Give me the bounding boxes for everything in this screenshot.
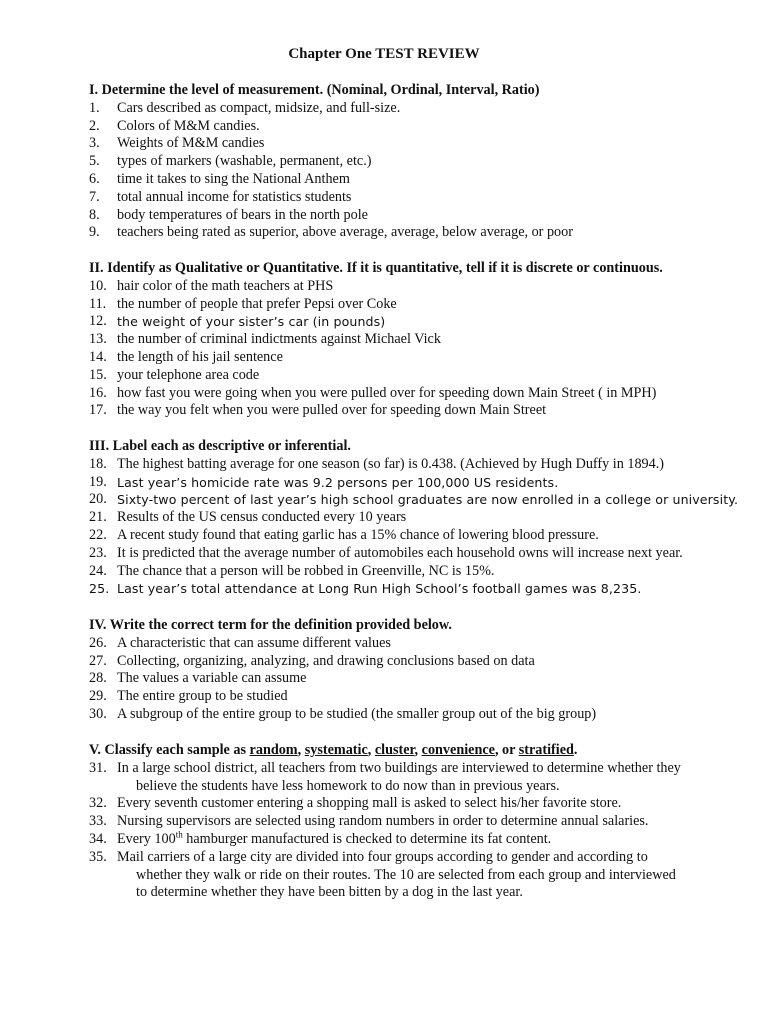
list-item: [89, 456, 728, 474]
item-text: Weights of M&M candies: [117, 135, 265, 152]
item-text: your telephone area code: [117, 366, 260, 383]
item-text: time it takes to sing the National Anthem: [117, 170, 350, 187]
item-text: The highest batting average for one season (so far) is 0.438. (Achieved by Hugh Duffy in 1894.): [117, 455, 664, 472]
item-text-pre: Every 100: [117, 830, 176, 847]
list-item: [89, 313, 728, 331]
item-text: [117, 831, 728, 849]
item-text: A subgroup of the entire group to be studied (the smaller group out of the big group): [117, 705, 597, 722]
list-item: [89, 580, 728, 598]
list-item: [89, 402, 728, 420]
list-item: [89, 706, 728, 724]
list-item: [89, 349, 728, 367]
item-text: how fast you were going when you were pulled over for speeding down Main Street ( in MPH): [117, 384, 657, 401]
heading-separator: ,: [367, 742, 375, 758]
list-item: [89, 813, 728, 831]
heading-end: .: [573, 742, 578, 758]
section-3-heading: III. Label each as descriptive or inferential.: [89, 438, 351, 454]
item-text: The entire group to be studied: [117, 688, 288, 705]
item-number: 22.: [89, 526, 107, 543]
item-number: 11.: [89, 295, 107, 312]
item-text: the number of people that prefer Pepsi over Coke: [117, 295, 397, 312]
item-text: Nursing supervisors are selected using random numbers in order to determine annual salaries.: [117, 813, 649, 830]
item-text: Last year’s homicide rate was 9.2 persons per 100,000 US residents.: [117, 474, 559, 490]
list-item: [89, 207, 728, 225]
item-number: 34.: [89, 830, 107, 847]
item-text: In a large school district, all teachers from two buildings are interviewed to determine whether they: [117, 759, 681, 776]
heading-separator: ,: [414, 742, 422, 758]
item-number: 5.: [89, 153, 100, 170]
item-continuation: whether they walk or ride on their routes. The 10 are selected from each group and interviewed: [136, 866, 676, 883]
item-text: A recent study found that eating garlic has a 15% chance of lowering blood pressure.: [117, 526, 599, 543]
item-number: 31.: [89, 759, 107, 776]
list-item: [89, 563, 728, 581]
item-number: 3.: [89, 135, 100, 152]
item-number: 18.: [89, 455, 107, 472]
list-item: [89, 367, 728, 385]
heading-separator: , or: [494, 742, 519, 758]
item-number: 25.: [89, 581, 110, 597]
item-text: Every seventh customer entering a shopping mall is asked to select his/her favorite store.: [117, 795, 622, 812]
list-item: [89, 278, 728, 296]
list-item: [89, 385, 728, 403]
item-text: Colors of M&M candies.: [117, 117, 260, 134]
section-1: [89, 82, 728, 242]
list-item: [89, 296, 728, 314]
term-cluster: cluster: [374, 742, 415, 758]
item-number: 33.: [89, 813, 107, 830]
item-number: 7.: [89, 188, 100, 205]
item-number: 30.: [89, 705, 107, 722]
item-number: 28.: [89, 670, 107, 687]
term-convenience: convenience: [421, 742, 495, 758]
item-text: The chance that a person will be robbed in Greenville, NC is 15%.: [117, 562, 495, 579]
heading-separator: ,: [297, 742, 305, 758]
heading-prefix: V. Classify each sample as: [89, 742, 250, 758]
page-title: Chapter One TEST REVIEW: [288, 46, 480, 62]
item-number: 32.: [89, 795, 107, 812]
item-text: A characteristic that can assume different values: [117, 634, 391, 651]
list-item: [89, 653, 728, 671]
item-text: It is predicted that the average number of automobiles each household owns will increase next year.: [117, 544, 683, 561]
list-item: [89, 670, 728, 688]
list-item: [89, 760, 728, 778]
item-number: 24.: [89, 562, 107, 579]
item-number: 20.: [89, 491, 107, 508]
item-text: the number of criminal indictments against Michael Vick: [117, 331, 441, 348]
list-item: [89, 509, 728, 527]
item-text: total annual income for statistics students: [117, 188, 352, 205]
list-item: [89, 491, 739, 509]
item-number: 27.: [89, 652, 107, 669]
item-continuation: to determine whether they have been bitten by a dog in the last year.: [136, 884, 523, 901]
item-text: types of markers (washable, permanent, etc.): [117, 153, 372, 170]
item-number: 17.: [89, 402, 107, 419]
section-4-heading: IV. Write the correct term for the definition provided below.: [89, 617, 452, 633]
item-text: Mail carriers of a large city are divided into four groups according to gender and according to: [117, 848, 648, 865]
list-item: [89, 635, 728, 653]
item-number: 23.: [89, 544, 107, 561]
term-random: random: [249, 742, 298, 758]
list-item: [89, 331, 728, 349]
section-5: [89, 742, 728, 902]
item-number: 14.: [89, 348, 107, 365]
item-text: Collecting, organizing, analyzing, and drawing conclusions based on data: [117, 652, 535, 669]
item-text: the length of his jail sentence: [117, 348, 283, 365]
list-item: [89, 135, 728, 153]
item-continuation: believe the students have less homework to do now than in previous years.: [136, 777, 560, 794]
list-item: [89, 118, 728, 136]
list-item: [89, 831, 728, 849]
section-3: [89, 438, 739, 598]
term-stratified: stratified: [518, 742, 574, 758]
item-text: body temperatures of bears in the north pole: [117, 206, 368, 223]
item-text: teachers being rated as superior, above average, average, below average, or poor: [117, 224, 573, 241]
list-item: [89, 189, 728, 207]
item-number: 19.: [89, 473, 107, 490]
item-number: 13.: [89, 331, 107, 348]
list-item: [89, 153, 728, 171]
list-item: [89, 545, 728, 563]
section-2-heading: II. Identify as Qualitative or Quantitative. If it is quantitative, tell if it is discrete or continuous.: [89, 260, 663, 276]
section-5-heading: [89, 742, 728, 760]
item-text: Results of the US census conducted every 10 years: [117, 509, 407, 526]
item-number: 16.: [89, 384, 107, 401]
section-1-heading: I. Determine the level of measurement. (Nominal, Ordinal, Interval, Ratio): [89, 82, 540, 98]
item-number: 15.: [89, 366, 107, 383]
list-item: [89, 849, 728, 867]
section-2: [89, 260, 728, 420]
item-number: 9.: [89, 224, 100, 241]
item-number: 1.: [89, 99, 100, 116]
list-item: [89, 474, 728, 492]
item-number: 6.: [89, 170, 100, 187]
term-systematic: systematic: [304, 742, 368, 758]
item-number: 12.: [89, 313, 107, 330]
list-item: [89, 795, 728, 813]
item-text: Cars described as compact, midsize, and full-size.: [117, 99, 401, 116]
ordinal-superscript: th: [175, 829, 183, 840]
item-text: Last year’s total attendance at Long Run High School’s football games was 8,235.: [117, 581, 642, 597]
item-number: 26.: [89, 634, 107, 651]
item-number: 2.: [89, 117, 100, 134]
item-text-post: hamburger manufactured is checked to determine its fat content.: [182, 830, 552, 847]
item-number: 21.: [89, 509, 107, 526]
list-item: [89, 688, 728, 706]
item-text: the way you felt when you were pulled over for speeding down Main Street: [117, 402, 547, 419]
list-item: [89, 527, 728, 545]
list-item: [89, 224, 728, 242]
item-text: The values a variable can assume: [117, 670, 307, 687]
item-number: 35.: [89, 848, 107, 865]
list-item: [89, 171, 728, 189]
item-number: 10.: [89, 277, 107, 294]
item-number: 8.: [89, 206, 100, 223]
item-text: hair color of the math teachers at PHS: [117, 277, 334, 294]
item-text: Sixty-two percent of last year’s high school graduates are now enrolled in a college or university.: [117, 492, 739, 508]
list-item: [89, 100, 728, 118]
item-text: the weight of your sister’s car (in pounds): [117, 314, 386, 330]
section-4: [89, 617, 728, 724]
item-number: 29.: [89, 688, 107, 705]
